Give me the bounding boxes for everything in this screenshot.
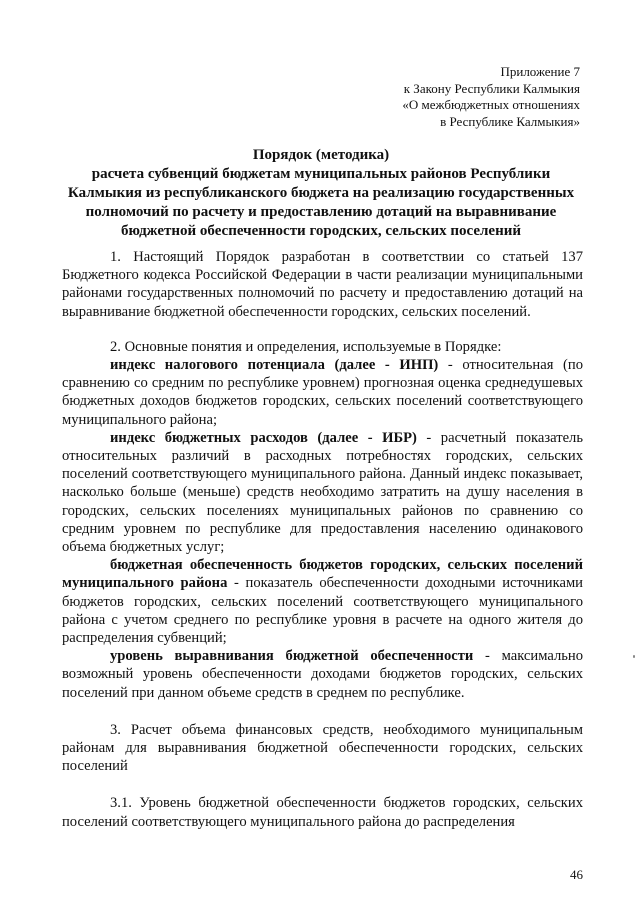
paragraph-2: 2. Основные понятия и определения, используемые в Порядке: [110, 338, 502, 355]
definition-ibr [62, 429, 583, 556]
attachment-line-1: Приложение 7 [500, 64, 580, 79]
page-number: 46 [570, 867, 583, 882]
title-line-2: расчета субвенций бюджетам муниципальных районов Республики [91, 166, 551, 182]
title-line-5: бюджетной обеспеченности городских, сельских поселений [120, 223, 522, 239]
attachment-line-3: «О межбюджетных отношениях [402, 97, 580, 112]
definition-inp-term: индекс налогового потенциала (далее - ИНП) [110, 357, 439, 374]
document-body [62, 248, 583, 831]
definition-budget-sufficiency-text: - показатель обеспеченности доходными источниками бюджетов городских, сельских поселений соответствующего муниципального района с учетом среднего по республике уровня в расчете на одного жителя до распределения субвенций; [62, 575, 583, 647]
definition-equalization-level-term: уровень выравнивания бюджетной обеспеченности [110, 648, 474, 665]
definition-equalization-level-text: - максимально возможный уровень обеспеченности доходами бюджетов городских, сельских поселений при данном объеме средств в среднем по республике. [62, 648, 583, 701]
attachment-note [402, 64, 580, 130]
title-line-3: Калмыкия из республиканского бюджета на реализацию государственных [67, 185, 575, 201]
definition-ibr-text: - расчетный показатель относительных различий в расходных потребностях городских, сельских поселений соответствующего муниципального района. Данный индекс показывает, насколько больше (меньше) средств необходимо затратить на душу населения в городских, сельских поселениях муниципальных районов по сравнению со средним уровнем по республике для предоставления населению одинакового объема бюджетных услуг; [62, 429, 583, 556]
title-line-4: полномочий по расчету и предоставлению дотаций на выравнивание [85, 204, 557, 220]
definition-ibr-term: индекс бюджетных расходов (далее - ИБР) [110, 429, 417, 446]
definition-inp [62, 356, 583, 429]
paragraph-1: 1. Настоящий Порядок разработан в соответствии со статьей 137 Бюджетного кодекса Российской Федерации в части реализации муниципальными районами государственных полномочий по расчету и предоставлению дотаций на выравнивание бюджетной обеспеченности городских, сельских поселений. [62, 249, 583, 320]
definition-budget-sufficiency [62, 556, 583, 647]
attachment-line-4: в Республике Калмыкия» [440, 113, 580, 129]
definition-inp-text: - относительная (по сравнению со средним по республике уровнем) прогнозная оценка среднедушевых бюджетных доходов бюджетов городских, сельских поселений соответствующего муниципального района; [62, 357, 583, 428]
definition-equalization-level [62, 647, 583, 702]
scan-speck [633, 655, 635, 658]
attachment-line-2: к Закону Республики Калмыкия [403, 80, 580, 96]
definition-budget-sufficiency-term: бюджетная обеспеченность бюджетов городских, сельских поселений муниципального района [62, 557, 583, 592]
title-line-1: Порядок (методика) [252, 147, 390, 163]
paragraph-3: 3. Расчет объема финансовых средств, необходимого муниципальным районам для выравнивания бюджетной обеспеченности городских, сельских поселений [62, 721, 583, 775]
document-title [58, 146, 584, 241]
paragraph-3-1: 3.1. Уровень бюджетной обеспеченности бюджетов городских, сельских поселений соответствующего муниципального района до распределения [62, 795, 583, 830]
